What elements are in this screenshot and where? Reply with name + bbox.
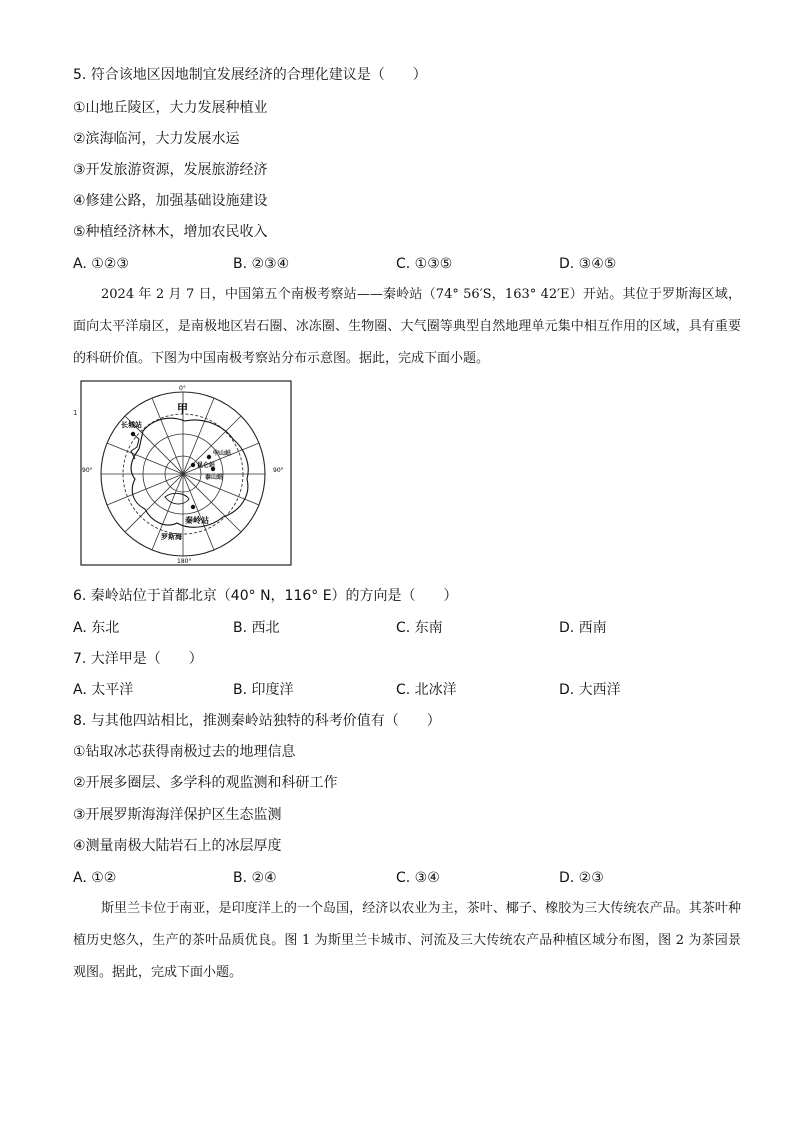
- q8-option-b[interactable]: B. ②④: [233, 870, 277, 886]
- q7-stem: 7. 大洋甲是（ ）: [73, 651, 203, 667]
- q7-option-d[interactable]: D. 大西洋: [559, 682, 621, 698]
- lon-90w-label: 90°: [82, 467, 93, 474]
- q8-option-d[interactable]: D. ②③: [559, 870, 604, 886]
- q5-item: ④修建公路，加强基础设施建设: [73, 193, 268, 209]
- q8-option-a[interactable]: A. ①②: [73, 870, 117, 886]
- q8-option-c[interactable]: C. ③④: [396, 870, 440, 886]
- ross-sea-label: 罗斯海: [161, 533, 182, 541]
- passage-qinling: [73, 279, 741, 375]
- q5-option-c[interactable]: C. ①③⑤: [396, 256, 453, 272]
- meridians: [101, 392, 265, 556]
- passage-text: 斯里兰卡位于南亚，是印度洋上的一个岛国，经济以农业为主，茶叶、椰子、橡胶为三大传统农产品。其茶叶种植历史悠久，生产的茶叶品质优良。图 1 为斯里兰卡城市、河流及三大传统农产品种植区域分布图，图 2 为茶园景观图。据此，完成下面小题。: [73, 901, 741, 980]
- q6-option-b[interactable]: B. 西北: [233, 620, 280, 636]
- q6-option-a[interactable]: A. 东北: [73, 620, 120, 636]
- passage-sri-lanka: [73, 893, 741, 989]
- q5-item: ②滨海临河，大力发展水运: [73, 131, 240, 147]
- q6-option-c[interactable]: C. 东南: [396, 620, 443, 636]
- q5-stem: 5. 符合该地区因地制宜发展经济的合理化建议是（ ）: [73, 67, 427, 83]
- map-edge-mark: 1: [73, 409, 78, 417]
- q5-item: ①山地丘陵区，大力发展种植业: [73, 100, 268, 116]
- zhongshan-label: 中山站: [213, 450, 232, 457]
- q6-option-d[interactable]: D. 西南: [559, 620, 607, 636]
- lon-0-label: 0°: [179, 385, 186, 392]
- q8-item: ②开展多圈层、多学科的观监测和科研工作: [73, 775, 338, 791]
- lon-180-label: 180°: [177, 558, 192, 565]
- antarctic-station-map: [73, 379, 293, 569]
- q6-stem: 6. 秦岭站位于首都北京（40° N，116° E）的方向是（ ）: [73, 588, 458, 604]
- q5-item: ③开发旅游资源，发展旅游经济: [73, 162, 268, 178]
- q7-option-b[interactable]: B. 印度洋: [233, 682, 294, 698]
- q5-item: ⑤种植经济林木，增加农民收入: [73, 224, 268, 240]
- q7-option-a[interactable]: A. 太平洋: [73, 682, 134, 698]
- q5-option-b[interactable]: B. ②③④: [233, 256, 290, 272]
- changcheng-label: 长城站: [121, 421, 142, 429]
- q8-item: ③开展罗斯海海洋保护区生态监测: [73, 807, 282, 823]
- q5-option-d[interactable]: D. ③④⑤: [559, 256, 617, 272]
- kunlun-label: 昆仑站: [197, 462, 216, 469]
- q5-option-a[interactable]: A. ①②③: [73, 256, 129, 272]
- lon-90e-label: 90°: [273, 467, 284, 474]
- passage-text: 2024 年 2 月 7 日，中国第五个南极考察站——秦岭站（74° 56′S，163° 42′E）开站。其位于罗斯海区域，面向太平洋扇区，是南极地区岩石圈、冰冻圈、生物圈、大气圈等典型自然地理单元集中相互作用的区域，具有重要的科研价值。下图为中国南极考察站分布示意图。据此，完成下面小题。: [73, 287, 741, 366]
- qinling-label: 秦岭站: [185, 516, 209, 525]
- q8-stem: 8. 与其他四站相比，推测秦岭站独特的科考价值有（ ）: [73, 713, 441, 729]
- taishan-label: 泰山站: [205, 474, 224, 481]
- q7-option-c[interactable]: C. 北冰洋: [396, 682, 457, 698]
- q8-item: ①钻取冰芯获得南极过去的地理信息: [73, 744, 296, 760]
- ocean-jia-label: 甲: [177, 402, 188, 415]
- q8-item: ④测量南极大陆岩石上的冰层厚度: [73, 838, 282, 854]
